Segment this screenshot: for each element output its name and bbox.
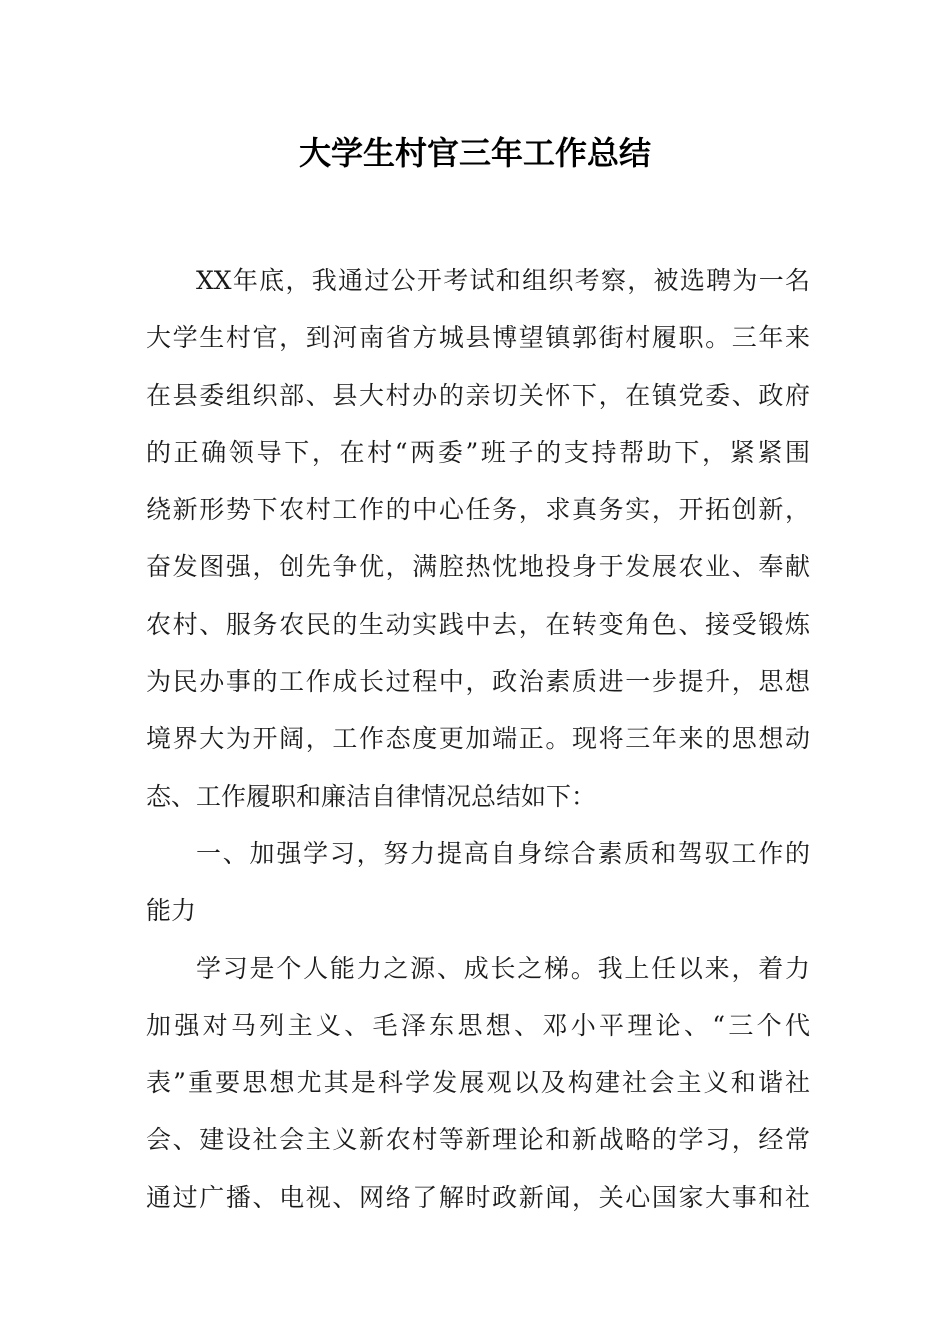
paragraph-line: 在县委组织部、县大村办的亲切关怀下，在镇党委、政府 — [146, 380, 810, 410]
paragraph-line: XX年底，我通过公开考试和组织考察，被选聘为一名 — [196, 266, 810, 295]
paragraph-line: 大学生村官，到河南省方城县博望镇郭街村履职。三年来 — [146, 323, 810, 353]
paragraph-line: 加强对马列主义、毛泽东思想、邓小平理论、“三个代 — [146, 1010, 810, 1040]
paragraph-line: 通过广播、电视、网络了解时政新闻，关心国家大事和社 — [146, 1182, 810, 1212]
section-heading-line: 一、加强学习，努力提高自身综合素质和驾驭工作的 — [196, 838, 810, 868]
paragraph-line: 奋发图强，创先争优，满腔热忱地投身于发展农业、奉献 — [146, 552, 810, 582]
paragraph-line: 会、建设社会主义新农村等新理论和新战略的学习，经常 — [146, 1125, 810, 1155]
paragraph-line: 表”重要思想尤其是科学发展观以及构建社会主义和谐社 — [146, 1068, 810, 1098]
paragraph-line: 农村、服务农民的生动实践中去，在转变角色、接受锻炼 — [146, 609, 810, 639]
paragraph-line: 态、工作履职和廉洁自律情况总结如下： — [146, 781, 597, 811]
paragraph-line: 为民办事的工作成长过程中，政治素质进一步提升，思想 — [146, 667, 810, 697]
paragraph-line: 的正确领导下，在村“两委”班子的支持帮助下，紧紧围 — [146, 437, 810, 467]
section-heading-line: 能力 — [146, 896, 197, 926]
paragraph-line: 学习是个人能力之源、成长之梯。我上任以来，着力 — [196, 953, 810, 983]
paragraph-line: 境界大为开阔，工作态度更加端正。现将三年来的思想动 — [146, 724, 810, 754]
paragraph-line: 绕新形势下农村工作的中心任务，求真务实，开拓创新， — [146, 495, 810, 525]
document-body — [146, 252, 810, 1226]
document-title: 大学生村官三年工作总结 — [298, 134, 651, 172]
